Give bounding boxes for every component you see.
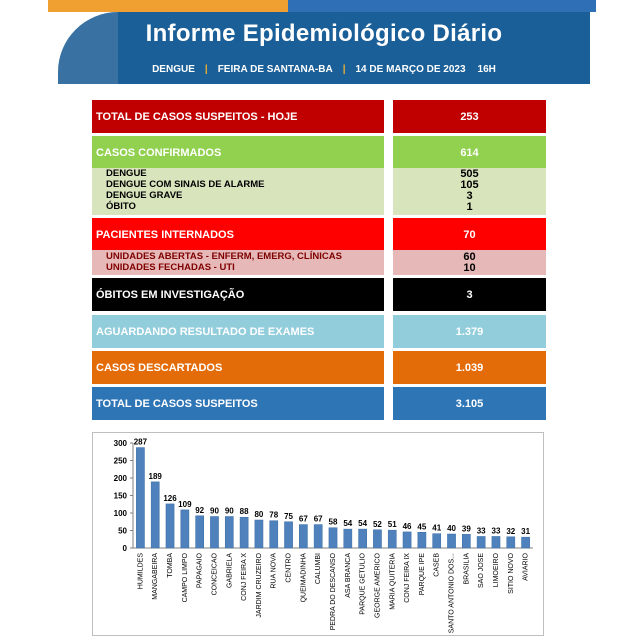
dengue-label: DENGUE [106,168,147,179]
suspeitos-hoje-label: TOTAL DE CASOS SUSPEITOS - HOJE [92,100,384,133]
row-suspeitos-hoje [92,100,546,133]
y-ticks [114,439,133,553]
internados-breakdown [92,250,546,275]
bar [507,537,515,548]
category-label: AVIARIO [522,553,530,581]
confirmados-value: 614 [393,136,546,169]
category-label: PEDRA DO DESCANSO [330,553,337,631]
bar [210,517,218,549]
bar-value-label: 33 [476,526,486,536]
bar-value-label: 40 [447,524,456,533]
category-label: ASA BRANCA [344,553,352,598]
bar [225,517,233,549]
bar [388,530,396,548]
bar-value-label: 31 [521,527,531,537]
bar [492,536,500,548]
obitos-investigacao-label: ÓBITOS EM INVESTIGAÇÃO [92,278,384,311]
dengue-alarme-label: DENGUE COM SINAIS DE ALARME [106,179,265,190]
row-obitos-investigacao [92,278,546,311]
bar-value-label: 58 [328,517,338,527]
unidades-abertas-value: 60 [463,251,476,263]
suspeitos-hoje-value: 253 [393,100,546,133]
category-label: GEORGE AMERICO [374,553,382,618]
category-label: LIMOEIRO [492,553,500,588]
category-label: HUMILDES [137,553,145,590]
bar [403,532,411,548]
date-label: 14 DE MARÇO DE 2023 [355,64,466,75]
total-suspeitos-value: 3.105 [393,387,546,420]
category-labels [137,552,529,633]
bar [284,522,292,548]
category-label: TOMBA [167,553,175,578]
internados-value: 70 [393,218,546,251]
bar-value-label: 54 [343,519,353,529]
y-tick-label: 200 [113,474,127,483]
bar-value-labels [134,438,531,537]
bar [196,516,204,548]
category-label: JARDIM CRUZEIRO [255,553,263,618]
bar-value-label: 39 [461,524,471,534]
bar [433,534,441,548]
dengue-value: 505 [460,168,479,180]
unidades-abertas-label: UNIDADES ABERTAS - ENFERM, EMERG, CLÍNICAS [106,251,342,262]
separator: | [342,64,346,75]
bar-value-label: 75 [284,511,294,521]
bar [359,529,367,548]
confirmados-breakdown [92,168,546,215]
bar-value-label: 46 [402,521,412,531]
y-tick-label: 150 [113,491,127,501]
category-label: PARQUE IPE [418,553,426,596]
bar-value-label: 78 [269,510,279,520]
bar-chart-svg [93,433,543,635]
bar-value-label: 51 [387,520,397,530]
descartados-label: CASOS DESCARTADOS [92,351,384,384]
bar [240,517,248,548]
bar-value-label: 90 [210,506,219,516]
obitos-investigacao-value: 3 [393,278,546,311]
bar [462,534,470,548]
disease-label: DENGUE [152,64,195,75]
aguardando-label: AGUARDANDO RESULTADO DE EXAMES [92,315,384,348]
category-label: GABRIELA [226,553,234,589]
bar [329,528,337,548]
bar [477,536,485,548]
bar-value-label: 67 [298,514,308,524]
bar-value-label: 88 [239,507,249,517]
obito-value: 1 [466,201,473,213]
bar [344,529,352,548]
bar [255,520,263,548]
bar-value-label: 90 [224,506,234,516]
bar-value-label: 80 [254,510,264,519]
city-label: FEIRA DE SANTANA-BA [217,64,333,75]
bar-value-label: 92 [195,505,205,515]
bar [314,525,322,548]
bar-value-label: 45 [417,522,427,532]
category-label: SITIO NOVO [507,553,515,594]
category-label: MARIA QUITERIA [389,553,397,610]
bar-value-label: 41 [432,523,442,533]
row-internados [92,218,546,251]
descartados-value: 1.039 [393,351,546,384]
category-label: CONJ FEIRA X [241,553,249,601]
internados-label: PACIENTES INTERNADOS [92,218,384,251]
category-label: CONCEICAO [211,553,219,596]
report-title: Informe Epidemiológico Diário [145,20,503,47]
dengue-alarme-value: 105 [460,179,479,191]
bar [181,510,189,548]
bar-value-label: 67 [313,514,323,524]
y-tick-label: 250 [113,456,127,466]
bar [522,537,530,548]
category-label: CONJ FEIRA IX [404,553,412,603]
category-label: PARQUE GETULIO [359,553,367,615]
bar [418,532,426,548]
total-suspeitos-label: TOTAL DE CASOS SUSPEITOS [92,387,384,420]
row-descartados [92,351,546,384]
category-label: CENTRO [285,553,293,583]
report-subtitle [58,64,590,75]
category-label: MANGABEIRA [152,553,160,600]
row-aguardando [92,315,546,348]
category-label: CASEB [433,553,441,577]
cases-by-neighborhood-chart [92,432,544,636]
category-label: SAO JOSE [478,553,486,589]
separator: | [204,64,208,75]
bar [270,521,278,548]
dengue-grave-value: 3 [466,190,473,202]
category-label: PAPAGAIO [196,553,204,589]
category-label: BRASILIA [463,553,471,585]
aguardando-value: 1.379 [393,315,546,348]
y-tick-label: 100 [113,509,127,518]
confirmados-label: CASOS CONFIRMADOS [92,136,384,169]
bar-value-label: 126 [163,493,177,503]
obito-label: ÓBITO [106,201,136,212]
bar [373,530,381,548]
category-label: SANTO ANTONIO DOS... [448,553,456,634]
dengue-grave-label: DENGUE GRAVE [106,190,183,201]
unidades-fechadas-label: UNIDADES FECHADAS - UTI [106,262,235,273]
category-label: QUEIMADINHA [300,553,308,603]
unidades-fechadas-value: 10 [463,262,476,274]
bar-value-label: 109 [178,499,192,509]
row-confirmados [92,136,546,169]
time-label: 16H [477,64,496,75]
bar [299,525,307,548]
bar [166,504,174,548]
bar [151,482,159,548]
y-tick-label: 0 [122,544,127,553]
bar-value-label: 189 [148,471,162,481]
top-accent-blue [288,0,596,12]
bar-value-label: 52 [372,519,382,529]
top-accent-orange [48,0,288,12]
bar-value-label: 33 [491,526,501,536]
bar-value-label: 32 [506,526,516,536]
row-total-suspeitos [92,387,546,420]
bar-value-label: 54 [358,519,368,529]
y-tick-label: 50 [118,526,127,536]
header-banner [58,12,590,84]
bar [447,534,455,548]
category-label: RUA NOVA [270,553,278,589]
category-label: CAMPO LIMPO [181,553,189,603]
bar [136,448,144,548]
bar-value-label: 287 [133,437,148,447]
y-tick-label: 300 [113,439,127,448]
category-label: CALUMBI [315,553,323,585]
